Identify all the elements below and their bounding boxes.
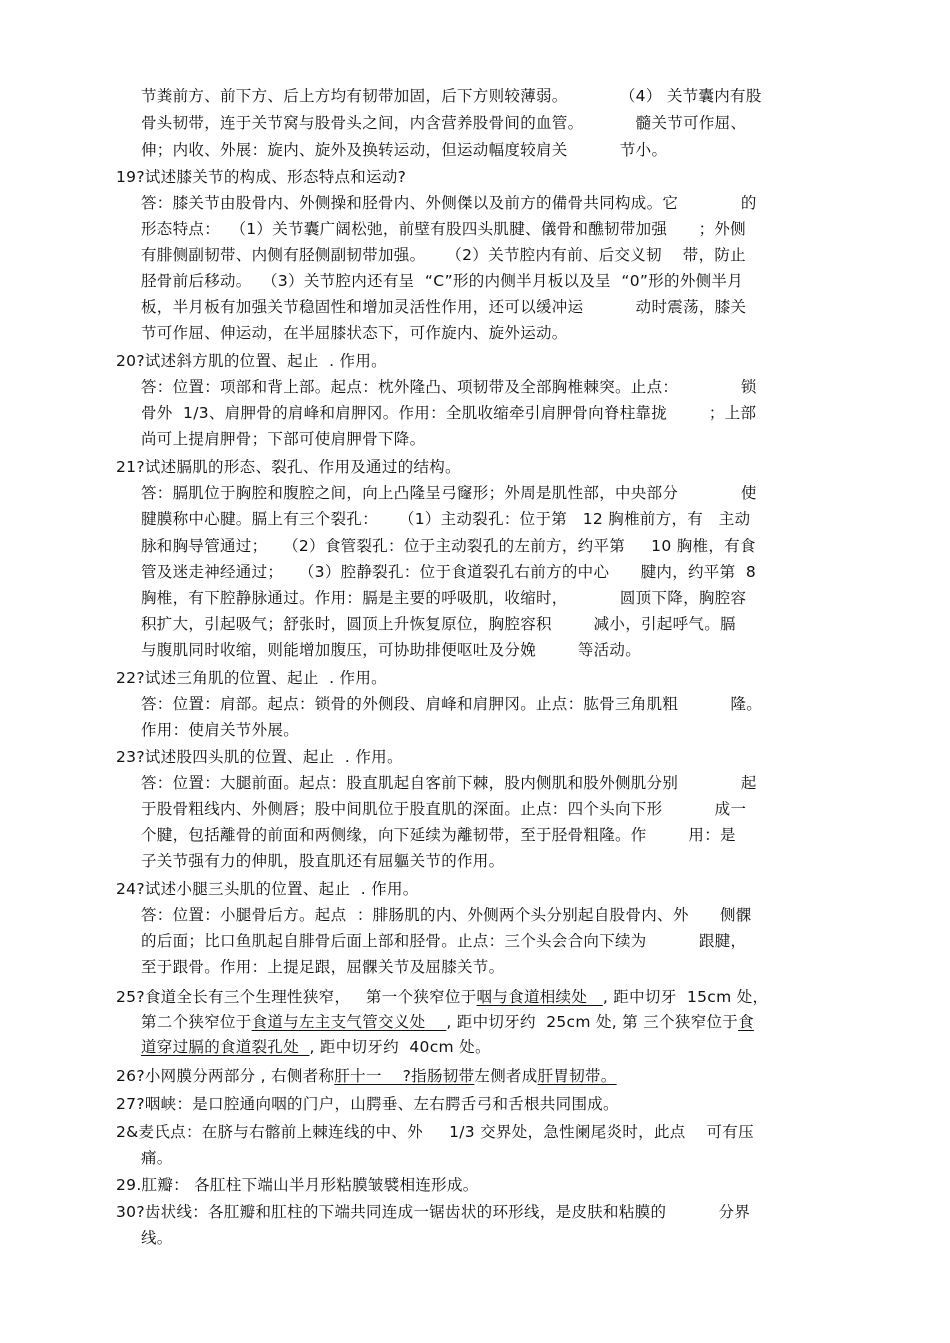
text-line: 管及迷走神经通过； （3）腔静裂孔：位于食道裂孔右前方的中心 腱内，约平第 8	[141, 563, 757, 581]
text-line: 线。	[141, 1229, 173, 1247]
underlined-answer: 食	[738, 1013, 754, 1031]
question-heading: 19?试述膝关节的构成、形态特点和运动?	[116, 168, 407, 186]
text-segment: , 距中切牙约 25cm 处, 第 三个狭窄位于	[446, 1013, 739, 1031]
question-heading: 20?试述斜方肌的位置、起止 . 作用。	[116, 352, 387, 370]
text-line: 答：位置：小腿骨后方。起点 ：腓肠肌的内、外侧两个头分别起自股骨内、外 侧髁	[141, 906, 752, 924]
question-heading: 27?咽峡：是口腔通向咽的门户，山腭垂、左右腭舌弓和舌根共同围成。	[116, 1095, 619, 1113]
text-line: 答：膝关节由股骨内、外侧操和胫骨内、外侧傑以及前方的備骨共同构成。它 的	[141, 194, 757, 212]
q26-line	[116, 1066, 617, 1086]
text-line: 胸椎，有下腔静脉通过。作用：膈是主要的呼吸肌，收缩时， 圆顶下降，胸腔容	[141, 589, 747, 607]
text-line: 痛。	[141, 1149, 173, 1167]
underlined-answer: 食道与左主支气管交义处	[251, 1013, 447, 1031]
text-line: 板，半月板有加强关节稳固性和增加灵活性作用，还可以缓冲运 动时震荡，膝关	[141, 298, 747, 316]
text-line: 至于跟骨。作用：上提足跟，屈髁关节及屈膝关节。	[141, 958, 505, 976]
text-line: 与腹肌同时收缩，则能增加腹压，可协助排便呕吐及分娩 等活动。	[141, 641, 642, 659]
question-heading: 30?齿状线：各肛瓣和肛柱的下端共同连成一锯齿状的环形线，是皮肤和粘膜的 分界	[116, 1203, 751, 1221]
text-line: 形态特点： （1）关节囊广阔松弛，前壁有股四头肌腱、儀骨和醮韧带加强 ；外侧	[141, 220, 746, 238]
text-line: 腱膜称中心腱。膈上有三个裂孔： （1）主动裂孔：位于第 12 胸椎前方，有 主动	[141, 510, 751, 528]
underlined-answer: 道穿过膈的食道裂孔处	[141, 1038, 310, 1056]
text-line: 节粪前方、前下方、后上方均有韧带加固，后下方则较薄弱。 （4） 关节囊内有股	[141, 87, 762, 105]
question-heading: 24?试述小腿三头肌的位置、起止 . 作用。	[116, 880, 419, 898]
text-line: 于股骨粗线内、外侧唇；股中间肌位于股直肌的深面。止点：四个头向下形 成一	[141, 800, 747, 818]
question-heading: 29.肛瓣： 各肛柱下端山半月形粘膜皱襞相连形成。	[116, 1176, 479, 1194]
text-line: 子关节强有力的伸肌，股直肌还有屈軀关节的作用。	[141, 852, 505, 870]
text-line: 尚可上提肩胛骨；下部可使肩胛骨下降。	[141, 430, 426, 448]
text-line: 节可作屈、伸运动，在半屈膝状态下，可作旋内、旋外运动。	[141, 324, 568, 342]
text-line: 骨头韧带，连于关节窝与股骨头之间，内含营养股骨间的血管。 髓关节可作屈、	[141, 114, 747, 132]
underlined-answer: 肝胃韧带。	[537, 1067, 617, 1085]
text-line: 答：位置：肩部。起点：锁骨的外侧段、肩峰和肩胛冈。止点：肱骨三角肌粗 隆。	[141, 695, 763, 713]
underlined-answer: 肝十一 ?指肠韧带	[334, 1067, 475, 1085]
text-segment: 第二个狭窄位于	[141, 1013, 252, 1031]
question-heading: 22?试述三角肌的位置、起止 . 作用。	[116, 669, 387, 687]
text-line: 积扩大，引起吸气；舒张时，圆顶上升恢复原位，胸腔容积 减小，引起呼气。膈	[141, 615, 736, 633]
text-line: 作用：使肩关节外展。	[141, 721, 300, 739]
q25-line-2	[141, 1012, 754, 1032]
text-line: 的后面；比口鱼肌起自腓骨后面上部和胫骨。止点：三个头会合向下续为 跟腱，	[141, 932, 747, 950]
text-line: 伸；内收、外展：旋内、旋外及换转运动，但运动幅度较肩关 节小。	[141, 141, 668, 159]
q25-line-1	[116, 987, 768, 1007]
question-heading: 21?试述膈肌的形态、裂孔、作用及通过的结构。	[116, 458, 461, 476]
text-line: 有腓侧副韧带、内侧有胫侧副韧带加强。 （2）关节腔内有前、后交义韧 带，防止	[141, 246, 746, 264]
text-segment: 25?食道全长有三个生理性狭窄， 第一个狭窄位于	[116, 988, 477, 1006]
text-line: 答：位置：大腿前面。起点：股直肌起自客前下棘，股内侧肌和股外侧肌分别 起	[141, 774, 757, 792]
underlined-answer: 咽与食道相续处	[476, 988, 603, 1006]
text-line: 骨外 1/3、肩胛骨的肩峰和肩胛冈。作用：全肌收缩牵引肩胛骨向脊柱靠拢 ；上部	[141, 404, 757, 422]
text-segment: 26?小网膜分两部分 , 右侧者称	[116, 1067, 335, 1085]
text-line: 脉和胸导管通过； （2）食管裂孔：位于主动裂孔的左前方，约平第 10 胸椎，有食	[141, 537, 756, 555]
text-line: 个腱，包括離骨的前面和两侧缘，向下延续为離韧带，至于胫骨粗隆。作 用：是	[141, 826, 736, 844]
text-line: 答：膈肌位于胸腔和腹腔之间，向上凸隆呈弓窿形；外周是肌性部，中央部分 使	[141, 484, 757, 502]
text-line: 胫骨前后移动。 （3）关节腔内还有呈 “C”形的内侧半月板以及呈 “0”形的外侧半月	[141, 272, 744, 290]
q25-line-3	[141, 1037, 491, 1057]
text-line: 答：位置：项部和背上部。起点：枕外隆凸、项韧带及全部胸椎棘突。止点： 锁	[141, 378, 757, 396]
question-heading: 23?试述股四头肌的位置、起止 . 作用。	[116, 748, 403, 766]
text-segment: , 距中切牙约 40cm 处。	[309, 1038, 491, 1056]
text-segment: , 距中切牙 15cm 处，	[602, 988, 769, 1006]
question-heading: 2&麦氏点：在脐与右髂前上棘连线的中、外 1/3 交界处，急性阑尾炎时，此点 可有压	[116, 1123, 754, 1141]
text-segment: 左侧者成	[474, 1067, 538, 1085]
